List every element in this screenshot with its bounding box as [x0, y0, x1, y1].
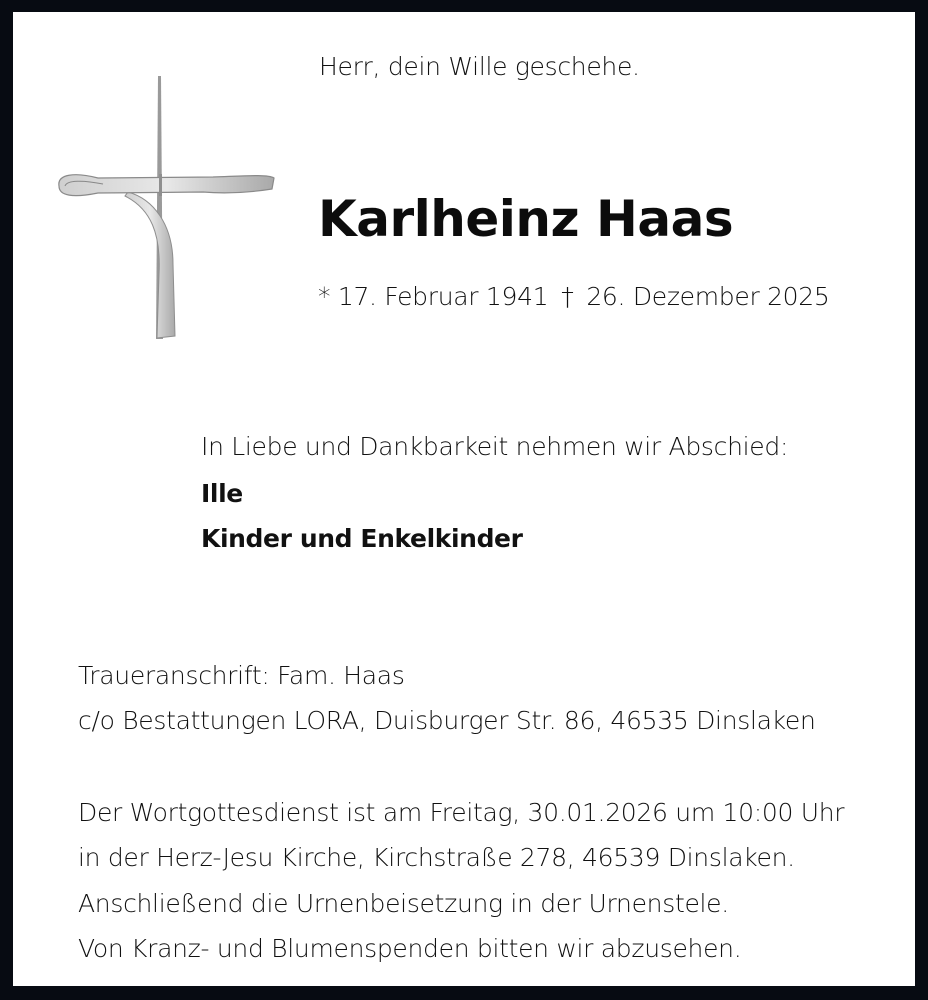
death-date: 26. Dezember 2025	[586, 282, 830, 311]
service-info-line: Anschließend die Urnenbeisetzung in der Urnenstele.	[78, 889, 729, 918]
cross-icon	[53, 74, 278, 349]
mourner: Ille	[201, 479, 243, 508]
farewell-intro: In Liebe und Dankbarkeit nehmen wir Abschied:	[201, 432, 789, 461]
service-info-line: Der Wortgottesdienst ist am Freitag, 30.01.2026 um 10:00 Uhr	[78, 798, 845, 827]
service-info-line: Von Kranz- und Blumenspenden bitten wir abzusehen.	[78, 934, 742, 963]
service-info-line: in der Herz-Jesu Kirche, Kirchstraße 278, 46539 Dinslaken.	[78, 843, 795, 872]
mourner: Kinder und Enkelkinder	[201, 524, 523, 553]
birth-date: * 17. Februar 1941	[318, 282, 549, 311]
quote: Herr, dein Wille geschehe.	[319, 52, 640, 81]
death-cross-icon: †	[561, 282, 574, 311]
mourning-address-line: c/o Bestattungen LORA, Duisburger Str. 86, 46535 Dinslaken	[78, 706, 816, 735]
mourning-address-line: Traueranschrift: Fam. Haas	[78, 661, 405, 690]
deceased-name: Karlheinz Haas	[318, 190, 734, 248]
life-dates	[318, 282, 830, 311]
obituary-notice	[13, 12, 915, 986]
